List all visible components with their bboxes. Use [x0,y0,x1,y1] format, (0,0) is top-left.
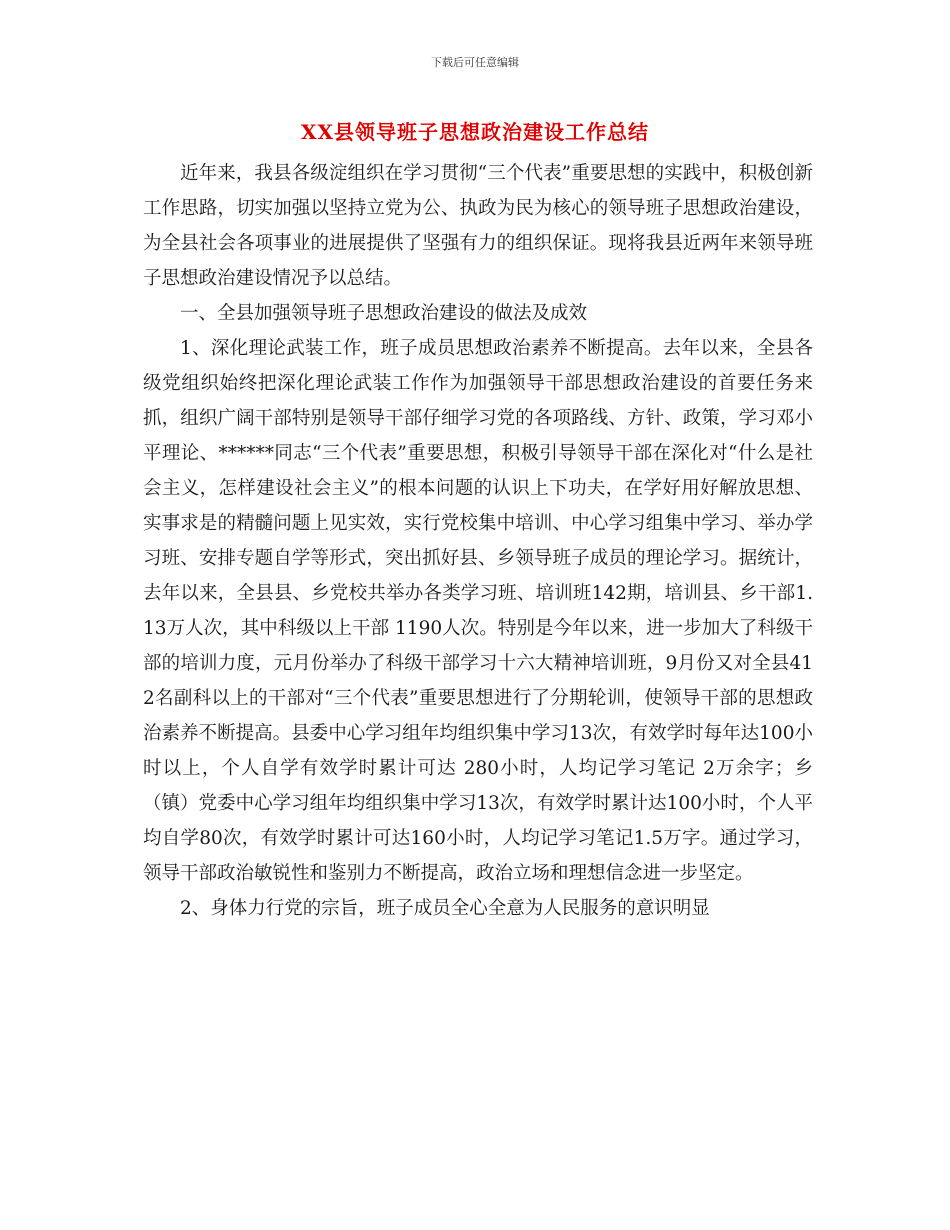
document-title: XX县领导班子思想政治建设工作总结 [300,120,650,144]
section-heading-1: 一、全县加强领导班子思想政治建设的做法及成效 [180,303,588,324]
document-body [143,156,813,926]
paragraph-intro: 近年来，我县各级淀组织在学习贯彻“三个代表”重要思想的实践中，积极创新工作思路，切实加强以坚持立党为公、执政为民为核心的领导班子思想政治建设，为全县社会各项事业的进展提供了坚强有力的组织保证。现将我县近两年来领导班子思想政治建设情况予以总结。 [143,163,813,289]
header-note: 下载后可任意编辑 [431,56,519,69]
paragraph-item-2: 2、身体力行党的宗旨，班子成员全心全意为人民服务的意识明显 [180,898,710,919]
paragraph-item-1: 1、深化理论武装工作，班子成员思想政治素养不断提高。去年以来，全县各级党组织始终把深化理论武装工作作为加强领导干部思想政治建设的首要任务来抓，组织广阔干部特别是领导干部仔细学习党的各项路线、方针、政策，学习邓小平理论、******同志“三个代表”重要思想，积极引导领导干部在深化对“什么是社会主义，怎样建设社会主义”的根本问题的认识上下功夫，在学好用好解放思想、实事求是的精髓问题上见实效，实行党校集中培训、中心学习组集中学习、举办学习班、安排专题自学等形式，突出抓好县、乡领导班子成员的理论学习。据统计，去年以来，全县县、乡党校共举办各类学习班、培训班142期，培训县、乡干部1.13万人次，其中科级以上干部 1190人次。特别是今年以来，进一步加大了科级干部的培训力度，元月份举办了科级干部学习十六大精神培训班，9月份又对全县412名副科以上的干部对“三个代表”重要思想进行了分期轮训，使领导干部的思想政治素养不断提高。县委中心学习组年均组织集中学习13次，有效学时每年达100小时以上，个人自学有效学时累计可达 280小时，人均记学习笔记 2万余字；乡（镇）党委中心学习组年均组织集中学习13次，有效学时累计达100小时，个人平均自学80次，有效学时累计可达160小时，人均记学习笔记1.5万字。通过学习，领导干部政治敏锐性和鉴别力不断提高，政治立场和理想信念进一步坚定。 [143,338,813,884]
